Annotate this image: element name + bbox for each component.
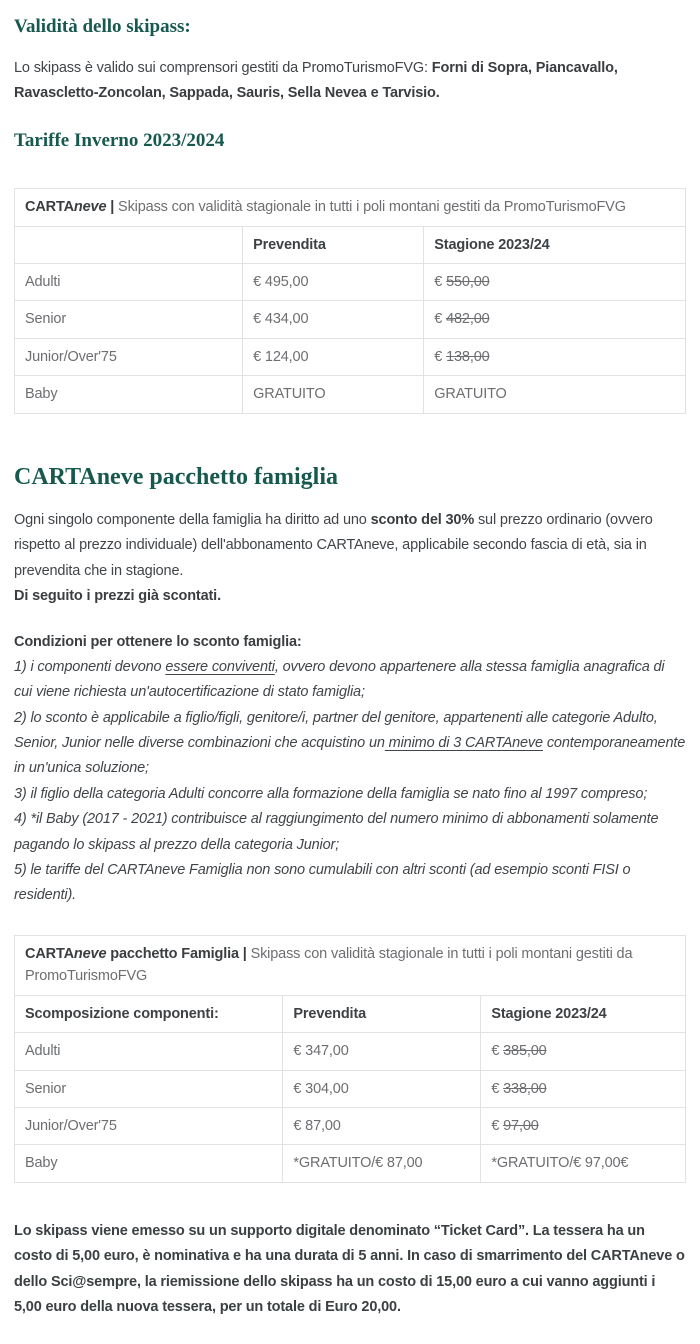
category-cell: Junior/Over'75 [15, 1108, 283, 1145]
season-col-category [15, 226, 243, 263]
family-col-category: Scomposizione componenti: [15, 995, 283, 1032]
category-cell: Adulti [15, 263, 243, 300]
cartaneve-famiglia-brand: CARTAneve pacchetto Famiglia | [25, 945, 251, 962]
struck-price: 385,00 [503, 1043, 547, 1060]
presale-price-cell: € 347,00 [283, 1033, 481, 1070]
family-col-season: Stagione 2023/24 [481, 995, 686, 1032]
presale-price-cell: GRATUITO [243, 376, 424, 413]
table-row [15, 376, 686, 413]
presale-price-cell: € 304,00 [283, 1070, 481, 1107]
condition-item-5: 5) le tariffe del CARTAneve Famiglia non sono cumulabili con altri sconti (ad esempio sconti FISI o residenti). [14, 861, 631, 904]
season-table-header-row [15, 226, 686, 263]
heading-winter-rates: Tariffe Inverno 2023/2024 [14, 130, 225, 152]
presale-price-cell: € 87,00 [283, 1108, 481, 1145]
category-cell: Baby [15, 376, 243, 413]
table-row [15, 301, 686, 338]
underlined-text: essere conviventi [165, 658, 275, 675]
family-intro-paragraph [14, 508, 686, 610]
heading-validity: Validità dello skipass: [14, 16, 191, 37]
family-intro-post: sul prezzo ordinario (ovvero rispetto al prezzo individuale) dell'abbonamento CARTAneve, applicabile secondo fascia di età, sia in prevendita che in stagione. [14, 512, 653, 579]
family-table-caption-row [15, 935, 686, 995]
season-price-cell: *GRATUITO/€ 97,00€ [481, 1145, 686, 1182]
category-cell: Senior [15, 1070, 283, 1107]
family-table-caption-text: Skipass con validità stagionale in tutti i poli montani gestiti da PromoTurismoFVG [25, 945, 633, 985]
season-col-season: Stagione 2023/24 [424, 226, 686, 263]
struck-price: 550,00 [446, 273, 490, 290]
season-col-presale: Prevendita [243, 226, 424, 263]
struck-price: 97,00 [503, 1118, 539, 1134]
article [14, 14, 686, 1320]
category-cell: Baby [15, 1145, 283, 1182]
family-table-header-row [15, 995, 686, 1032]
season-table-caption-cell [15, 189, 686, 226]
season-price-cell: € 138,00 [424, 338, 686, 375]
table-row [15, 1033, 686, 1070]
condition-item-1: 1) i componenti devono essere conviventi, ovvero devono appartenere alla stessa famiglia anagrafica di cui viene richiesta un'autocertificazione di stato famiglia; [14, 658, 665, 701]
table-row [15, 1145, 686, 1182]
table-row [15, 263, 686, 300]
season-price-cell: GRATUITO [424, 376, 686, 413]
season-price-cell: € 482,00 [424, 301, 686, 338]
table-row [15, 1070, 686, 1107]
presale-price-cell: € 434,00 [243, 301, 424, 338]
heading-family-package: CARTAneve pacchetto famiglia [14, 463, 338, 490]
family-table-caption-cell [15, 935, 686, 995]
struck-price: 482,00 [446, 311, 490, 328]
season-price-cell: € 385,00 [481, 1033, 686, 1070]
category-cell: Junior/Over'75 [15, 338, 243, 375]
condition-item-4: 4) *il Baby (2017 - 2021) contribuisce al raggiungimento del numero minimo di abbonamenti solamente pagando lo skipass al prezzo della categoria Junior; [14, 811, 659, 853]
season-table-caption-text: Skipass con validità stagionale in tutti i poli montani gestiti da PromoTurismoFVG [118, 199, 626, 216]
family-col-presale: Prevendita [283, 995, 481, 1032]
conditions-heading: Condizioni per ottenere lo sconto famiglia: [14, 633, 302, 650]
condition-item-2: 2) lo sconto è applicabile a figlio/figli, genitore/i, partner del genitore, appartenenti alle categorie Adulto, Senior, Junior nelle diverse combinazioni che acquistino un minimo di 3 CARTAneve contemporaneamente in un'unica soluzione; [14, 709, 686, 777]
season-price-cell: € 338,00 [481, 1070, 686, 1107]
condition-item-3: 3) il figlio della categoria Adulti concorre alla formazione della famiglia se nato fino al 1997 compreso; [14, 785, 648, 802]
prices-discounted-bold: Di seguito i prezzi già scontati. [14, 588, 221, 605]
season-table-caption-row [15, 189, 686, 226]
intro-text: Lo skipass è valido sui comprensori gestiti da PromoTurismoFVG: [14, 59, 432, 76]
intro-resorts-bold: Forni di Sopra, Piancavallo, Ravascletto-Zoncolan, Sappada, Sauris, Sella Nevea e Tarvisio. [14, 59, 618, 102]
table-row [15, 1108, 686, 1145]
conditions-section [14, 630, 686, 909]
season-price-cell: € 97,00 [481, 1108, 686, 1145]
presale-price-cell: *GRATUITO/€ 87,00 [283, 1145, 481, 1182]
presale-price-cell: € 124,00 [243, 338, 424, 375]
category-cell: Senior [15, 301, 243, 338]
category-cell: Adulti [15, 1033, 283, 1070]
cartaneve-brand: CARTAneve | [25, 199, 119, 216]
discount-bold: sconto del 30% [370, 512, 475, 529]
season-price-table [14, 188, 686, 414]
underlined-text: minimo di 3 CARTAneve [384, 735, 543, 752]
table-row [15, 338, 686, 375]
season-price-cell: € 550,00 [424, 263, 686, 300]
struck-price: 138,00 [446, 348, 490, 365]
family-intro-pre: Ogni singolo componente della famiglia ha diritto ad uno [14, 512, 371, 529]
struck-price: 338,00 [503, 1080, 547, 1097]
family-price-table [14, 935, 686, 1183]
ticket-card-note: Lo skipass viene emesso su un supporto digitale denominato “Ticket Card”. La tessera ha un costo di 5,00 euro, è nominativa e ha una durata di 5 anni. In caso di smarrimento del CARTAneve o dello Sci@sempre, la riemissione dello skipass ha un costo di 15,00 euro a cui vanno aggiunti i 5,00 euro della nuova tessera, per un totale di Euro 20,00. [14, 1222, 685, 1316]
intro-paragraph [14, 56, 686, 107]
presale-price-cell: € 495,00 [243, 263, 424, 300]
